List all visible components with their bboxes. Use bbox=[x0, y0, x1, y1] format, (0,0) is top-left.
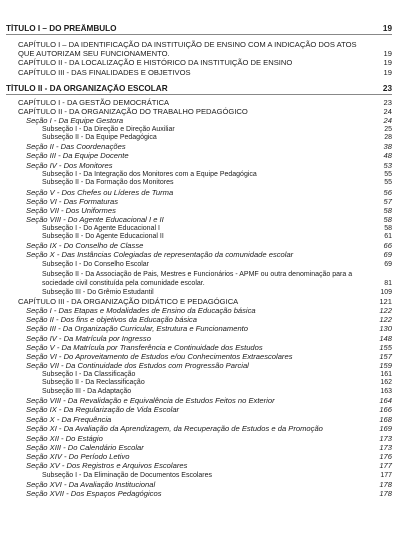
toc-entry-title: Seção V - Da Matrícula por Transferência e Continuidade dos Estudos bbox=[26, 343, 263, 352]
toc-entry-page: 66 bbox=[383, 241, 392, 250]
toc-chapter-entry[interactable] bbox=[18, 40, 392, 58]
toc-entry-title: Seção XVII - Dos Espaços Pedagógicos bbox=[26, 489, 162, 498]
toc-entry-title: Seção III - Da Equipe Docente bbox=[26, 151, 129, 160]
toc-section-entry[interactable] bbox=[26, 461, 392, 470]
toc-entry-title: CAPÍTULO II - DA ORGANIZAÇÃO DO TRABALHO PEDAGÓGICO bbox=[18, 107, 248, 116]
toc-entry-page: 38 bbox=[383, 142, 392, 151]
title-divider bbox=[6, 34, 392, 35]
toc-subsection-entry[interactable] bbox=[42, 260, 392, 269]
toc-section-entry[interactable] bbox=[26, 334, 392, 343]
toc-entry-page: 122 bbox=[379, 315, 392, 324]
toc-entry-title: Seção VII - Da Continuidade dos Estudos com Progressão Parcial bbox=[26, 361, 249, 370]
toc-entry-title: CAPÍTULO I - DA GESTÃO DEMOCRÁTICA bbox=[18, 98, 170, 107]
toc-entry-page: 28 bbox=[384, 134, 392, 141]
toc-entry-page: 159 bbox=[379, 361, 392, 370]
toc-entry-page: 155 bbox=[379, 343, 392, 352]
toc-entry-page: 166 bbox=[379, 405, 392, 414]
toc-entry-title: Seção VII - Dos Uniformes bbox=[26, 206, 116, 215]
toc-entry-page: 69 bbox=[383, 250, 392, 259]
toc-entry-title: Seção IV - Dos Monitores bbox=[26, 161, 113, 170]
toc-chapter-entry[interactable] bbox=[18, 98, 392, 107]
toc-entry-page: 169 bbox=[379, 424, 392, 433]
toc-entry-page: 48 bbox=[383, 151, 392, 160]
title-divider bbox=[6, 94, 392, 95]
toc-entry-page: 163 bbox=[380, 388, 392, 395]
toc-section-entry[interactable] bbox=[26, 206, 392, 215]
toc-entry-title: Seção XI - Da Avaliação da Aprendizagem, da Recuperação de Estudos e da Promoção bbox=[26, 424, 323, 433]
toc-section-entry[interactable] bbox=[26, 161, 392, 170]
toc-entry-title: Seção V - Dos Chefes ou Líderes de Turma bbox=[26, 188, 174, 197]
toc-entry-title: CAPÍTULO III - DA ORGANIZAÇÃO DIDÁTICO E PEDAGÓGICA bbox=[18, 297, 239, 306]
toc-entry-page: 162 bbox=[380, 379, 392, 386]
toc-chapter-entry[interactable] bbox=[18, 68, 392, 77]
toc-entry-title: CAPÍTULO II - DA LOCALIZAÇÃO E HISTÓRICO DA INSTITUIÇÃO DE ENSINO bbox=[18, 58, 293, 67]
toc-entry-title: Seção XV - Dos Registros e Arquivos Escolares bbox=[26, 461, 188, 470]
toc-entry-title: Seção VIII - Da Revalidação e Equivalência de Estudos Feitos no Exterior bbox=[26, 396, 275, 405]
toc-subsection-entry[interactable] bbox=[42, 133, 392, 142]
toc-entry-page: 121 bbox=[379, 297, 392, 306]
toc-entry-page: 130 bbox=[379, 324, 392, 333]
toc-section-entry[interactable] bbox=[26, 241, 392, 250]
toc-section-entry[interactable] bbox=[26, 489, 392, 498]
toc-entry-page: 157 bbox=[379, 352, 392, 361]
toc-entry-page: 24 bbox=[383, 107, 392, 116]
toc-entry-page: 23 bbox=[382, 84, 392, 93]
toc-entry-title: Seção XIII - Do Calendário Escolar bbox=[26, 443, 144, 452]
toc-entry-page: 173 bbox=[379, 434, 392, 443]
toc-entry-title: Subseção I - Do Agente Educacional I bbox=[42, 225, 160, 232]
toc-entry-title: Seção VI - Das Formaturas bbox=[26, 197, 119, 206]
toc-subsection-entry[interactable] bbox=[42, 378, 392, 387]
toc-subsection-entry[interactable] bbox=[42, 471, 392, 480]
toc-entry-title: Seção II - Dos fins e objetivos da Educação básica bbox=[26, 315, 197, 324]
toc-entry-title: Subseção II - Da Reclassificação bbox=[42, 379, 145, 386]
toc-entry-page: 178 bbox=[379, 480, 392, 489]
toc-subsection-entry[interactable] bbox=[42, 288, 392, 297]
toc-entry-title: Subseção II - Da Associação de Pais, Mestres e Funcionários - APMF ou outra denominação para a sociedade civil constituída pela comunidade escolar. bbox=[42, 271, 353, 287]
toc-entry-page: 24 bbox=[383, 116, 392, 125]
toc-entry-title: Seção X - Das Instâncias Colegiadas de representação da comunidade escolar bbox=[26, 250, 294, 259]
toc-entry-page: 19 bbox=[382, 24, 392, 33]
toc-entry-page: 173 bbox=[379, 443, 392, 452]
toc-entry-page: 176 bbox=[379, 452, 392, 461]
toc-section-entry[interactable] bbox=[26, 324, 392, 333]
toc-section-entry[interactable] bbox=[26, 151, 392, 160]
toc-entry-title: Seção I - Das Etapas e Modalidades de Ensino da Educação básica bbox=[26, 306, 256, 315]
toc-entry-title: Seção XIV - Do Período Letivo bbox=[26, 452, 130, 461]
toc-entry-title: Subseção III - Da Adaptação bbox=[42, 388, 132, 395]
toc-entry-title: Seção III - Da Organização Curricular, Estrutura e Funcionamento bbox=[26, 324, 249, 333]
toc-section-entry[interactable] bbox=[26, 480, 392, 489]
toc-chapter-entry[interactable] bbox=[18, 107, 392, 116]
toc-entry-title: Seção I - Da Equipe Gestora bbox=[26, 116, 124, 125]
toc-section-entry[interactable] bbox=[26, 352, 392, 361]
toc-section-entry[interactable] bbox=[26, 306, 392, 315]
toc-entry-title: CAPÍTULO III - DAS FINALIDADES E OBJETIVOS bbox=[18, 68, 191, 77]
toc-entry-page: 23 bbox=[383, 98, 392, 107]
toc-entry-title: Subseção I - Da Classificação bbox=[42, 371, 136, 378]
toc-entry-page: 168 bbox=[379, 415, 392, 424]
toc-entry-title: Seção II - Das Coordenações bbox=[26, 142, 126, 151]
toc-section-entry[interactable] bbox=[26, 443, 392, 452]
toc-entry-page: 161 bbox=[380, 371, 392, 378]
toc-entry-title: Subseção I - Da Direção e Direção Auxiliar bbox=[42, 126, 175, 133]
toc-section-entry[interactable] bbox=[26, 434, 392, 443]
toc-entry-title: Seção XII - Do Estágio bbox=[26, 434, 103, 443]
toc-entry-page: 58 bbox=[384, 225, 392, 232]
toc-entry-page: 55 bbox=[384, 171, 392, 178]
toc-chapter-entry[interactable] bbox=[18, 297, 392, 306]
toc-entry-title: Seção IX - Do Conselho de Classe bbox=[26, 241, 144, 250]
toc-section-entry[interactable] bbox=[26, 188, 392, 197]
toc-entry-page: 57 bbox=[383, 197, 392, 206]
toc-entry-page: 53 bbox=[383, 161, 392, 170]
toc-entry-title: Seção XVI - Da Avaliação Institucional bbox=[26, 480, 156, 489]
toc-entry-title: Seção VIII - Do Agente Educacional I e II bbox=[26, 215, 164, 224]
toc-entry-title: Subseção III - Do Grêmio Estudantil bbox=[42, 289, 154, 296]
toc-subsection-entry[interactable] bbox=[42, 387, 392, 396]
toc-entry-title: Seção IV - Da Matrícula por Ingresso bbox=[26, 334, 151, 343]
toc-entry-title: TÍTULO I – DO PREÂMBULO bbox=[6, 24, 117, 33]
toc-entry-title: Seção VI - Do Aproveitamento de Estudos e/ou Conhecimentos Extraescolares bbox=[26, 352, 293, 361]
toc-section-entry[interactable] bbox=[26, 197, 392, 206]
toc-entry-page: 122 bbox=[379, 306, 392, 315]
toc-section-entry[interactable] bbox=[26, 361, 392, 370]
toc-entry-title: Subseção II - Do Agente Educacional II bbox=[42, 233, 164, 240]
toc-entry-page: 164 bbox=[379, 396, 392, 405]
toc-section-entry[interactable] bbox=[26, 116, 392, 125]
toc-section-entry[interactable] bbox=[26, 415, 392, 424]
toc-section-entry[interactable] bbox=[26, 452, 392, 461]
toc-entry-title: Subseção I - Do Conselho Escolar bbox=[42, 261, 149, 268]
toc-subsection-entry[interactable] bbox=[42, 232, 392, 241]
toc-entry-title: Seção IX - Da Regularização de Vida Escolar bbox=[26, 405, 180, 414]
toc-section-entry[interactable] bbox=[26, 250, 392, 259]
toc-entry-title: Subseção I - Da Integração dos Monitores com a Equipe Pedagógica bbox=[42, 171, 257, 178]
toc-entry-title: Subseção I - Da Eliminação de Documentos Escolares bbox=[42, 472, 213, 479]
toc-section-entry[interactable] bbox=[26, 142, 392, 151]
toc-entry-page: 109 bbox=[380, 289, 392, 296]
toc-entry-page: 19 bbox=[383, 49, 392, 58]
toc-entry-title: Subseção II - Da Equipe Pedagógica bbox=[42, 134, 157, 141]
toc-entry-page: 19 bbox=[383, 58, 392, 67]
toc-title-entry[interactable] bbox=[6, 24, 392, 33]
toc-entry-page: 56 bbox=[383, 188, 392, 197]
toc-entry-page: 81 bbox=[384, 280, 392, 287]
toc-entry-page: 19 bbox=[383, 68, 392, 77]
toc-chapter-entry[interactable] bbox=[18, 58, 392, 67]
toc-section-entry[interactable] bbox=[26, 215, 392, 224]
toc-entry-page: 177 bbox=[380, 472, 392, 479]
toc-entry-title: CAPÍTULO I – DA IDENTIFICAÇÃO DA INSTITUIÇÃO DE ENSINO COM A INDICAÇÃO DOS ATOS QUE AUTORIZAM SEU FUNCIONAMENTO. bbox=[18, 40, 357, 58]
toc-entry-page: 25 bbox=[384, 126, 392, 133]
toc-entry-page: 55 bbox=[384, 179, 392, 186]
toc-section-entry[interactable] bbox=[26, 315, 392, 324]
toc-subsection-entry[interactable] bbox=[42, 178, 392, 187]
toc-section-entry[interactable] bbox=[26, 343, 392, 352]
toc-entry-title: TÍTULO II - DA ORGANIZAÇÃO ESCOLAR bbox=[6, 84, 168, 93]
toc-entry-page: 58 bbox=[383, 206, 392, 215]
toc-entry-page: 69 bbox=[384, 261, 392, 268]
toc-section-entry[interactable] bbox=[26, 424, 392, 433]
toc-entry-page: 58 bbox=[383, 215, 392, 224]
toc-entry-title: Subseção II - Da Formação dos Monitores bbox=[42, 179, 174, 186]
toc-subsection-entry[interactable] bbox=[42, 270, 392, 288]
toc-entry-page: 178 bbox=[379, 489, 392, 498]
toc-section-entry[interactable] bbox=[26, 405, 392, 414]
toc-entry-page: 61 bbox=[384, 233, 392, 240]
toc-section-entry[interactable] bbox=[26, 396, 392, 405]
toc-title-entry[interactable] bbox=[6, 84, 392, 93]
toc-entry-page: 177 bbox=[379, 461, 392, 470]
toc-entry-title: Seção X - Da Frequência bbox=[26, 415, 112, 424]
toc-entry-page: 148 bbox=[379, 334, 392, 343]
